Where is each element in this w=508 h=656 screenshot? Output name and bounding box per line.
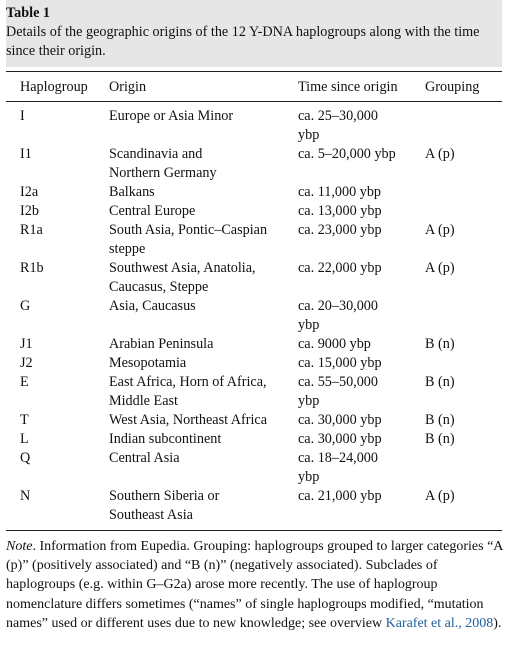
cell-origin: Asia, Caucasus [109, 298, 196, 314]
cell-time: ca. 13,000 ybp [298, 203, 382, 219]
cell-origin: Northern Germany [109, 165, 217, 181]
table-caption [6, 0, 502, 67]
cell-time: ybp [298, 469, 320, 485]
cell-origin: Southwest Asia, Anatolia, [109, 260, 256, 276]
cell-grouping: B (n) [425, 336, 455, 352]
cell-haplogroup: R1b [20, 260, 44, 276]
cell-haplogroup: L [20, 431, 29, 447]
cell-grouping: A (p) [425, 488, 455, 504]
cell-time: ca. 20–30,000 [298, 298, 378, 314]
table-caption-text: Details of the geographic origins of the 12 Y-DNA haplogroups along with the time since their origin. [6, 24, 480, 59]
note-text: . Information from Eupedia. Grouping: haplogroups grouped to larger categories “A (p)” (positively associated) and “B (n)” (negatively associated). Subclades of haplogroups (e.g. within G–G2a) arose more recently. The use of haplogroup nomenclature differs sometimes (“names” of single haplogroups modified, “mutation names” used or different uses due to new knowledge; see overview [6, 539, 503, 631]
cell-haplogroup: Q [20, 450, 31, 466]
note-label: Note [6, 539, 33, 554]
cell-origin: East Africa, Horn of Africa, [109, 374, 267, 390]
cell-time: ybp [298, 317, 320, 333]
cell-time: ybp [298, 127, 320, 143]
cell-time: ybp [298, 393, 320, 409]
table-note [6, 537, 506, 633]
cell-origin: West Asia, Northeast Africa [109, 412, 268, 428]
cell-time: ca. 18–24,000 [298, 450, 378, 466]
top-rule [6, 71, 502, 72]
cell-haplogroup: I [20, 108, 25, 124]
cell-time: ca. 11,000 ybp [298, 184, 382, 200]
cell-origin: Indian subcontinent [109, 431, 222, 447]
reference-link[interactable]: Karafet et al., 2008 [385, 615, 494, 631]
cell-origin: Europe or Asia Minor [109, 108, 234, 124]
cell-time: ca. 30,000 ybp [298, 412, 382, 428]
cell-haplogroup: E [20, 374, 29, 390]
cell-haplogroup: T [20, 412, 29, 428]
table-label: Table 1 [6, 5, 51, 21]
cell-origin: Arabian Peninsula [109, 336, 214, 352]
cell-time: ca. 15,000 ybp [298, 355, 382, 371]
cell-origin: Southern Siberia or [109, 488, 220, 504]
cell-haplogroup: J2 [20, 355, 33, 371]
cell-origin: Mesopotamia [109, 355, 187, 371]
cell-time: ca. 21,000 ybp [298, 488, 382, 504]
cell-origin: Central Europe [109, 203, 196, 219]
cell-origin: Scandinavia and [109, 146, 203, 162]
cell-time: ca. 5–20,000 ybp [298, 146, 396, 162]
cell-haplogroup: R1a [20, 222, 43, 238]
cell-time: ca. 22,000 ybp [298, 260, 382, 276]
cell-time: ca. 9000 ybp [298, 336, 371, 352]
cell-haplogroup: G [20, 298, 31, 314]
cell-haplogroup: J1 [20, 336, 33, 352]
header-grouping: Grouping [425, 79, 480, 95]
note-tail: ). [493, 615, 502, 631]
cell-haplogroup: I2b [20, 203, 39, 219]
cell-haplogroup: I2a [20, 184, 39, 200]
cell-grouping: B (n) [425, 431, 455, 447]
cell-origin: Southeast Asia [109, 507, 193, 523]
cell-haplogroup: N [20, 488, 31, 504]
cell-grouping: B (n) [425, 412, 455, 428]
cell-haplogroup: I1 [20, 146, 32, 162]
cell-time: ca. 30,000 ybp [298, 431, 382, 447]
cell-origin: South Asia, Pontic–Caspian [109, 222, 268, 238]
cell-time: ca. 25–30,000 [298, 108, 378, 124]
bottom-rule [6, 530, 502, 531]
cell-time: ca. 23,000 ybp [298, 222, 382, 238]
cell-origin: Middle East [109, 393, 178, 409]
cell-grouping: A (p) [425, 222, 455, 238]
cell-origin: Balkans [109, 184, 155, 200]
cell-grouping: B (n) [425, 374, 455, 390]
cell-origin: Caucasus, Steppe [109, 279, 209, 295]
header-time: Time since origin [298, 79, 398, 95]
cell-origin: steppe [109, 241, 146, 257]
cell-origin: Central Asia [109, 450, 180, 466]
header-rule [6, 101, 502, 102]
cell-grouping: A (p) [425, 146, 455, 162]
cell-grouping: A (p) [425, 260, 455, 276]
cell-time: ca. 55–50,000 [298, 374, 378, 390]
header-origin: Origin [109, 79, 147, 95]
header-haplogroup: Haplogroup [20, 79, 88, 95]
